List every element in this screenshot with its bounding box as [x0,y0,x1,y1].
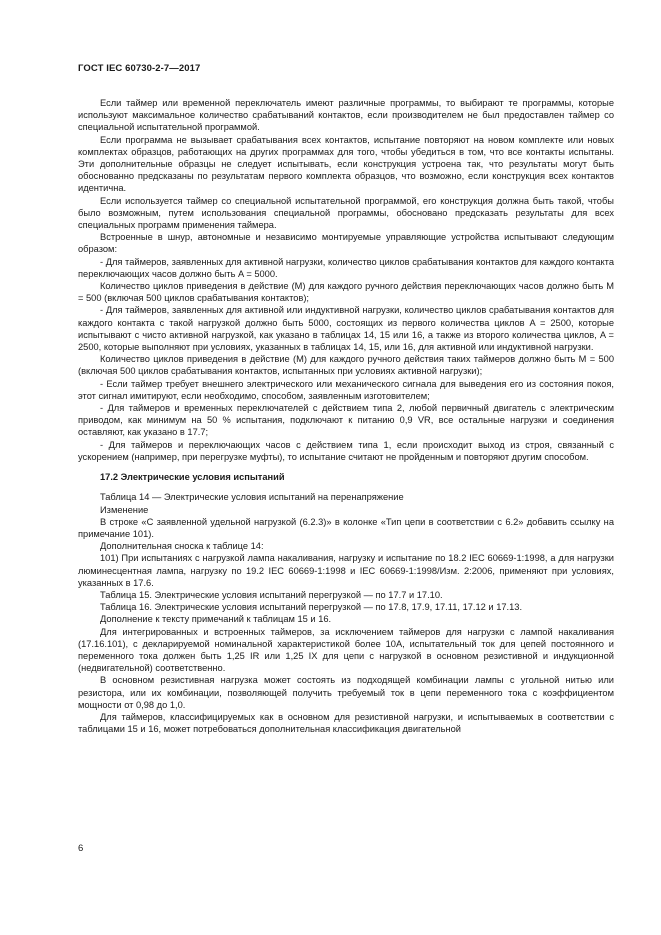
paragraph: - Для таймеров и переключающих часов с действием типа 1, если происходит выход из строя, связанный с ускорением (например, при перегрузке муфты), то испытание считают не пройденным и повторяют другим способом. [78,439,614,462]
paragraph: Дополнение к тексту примечаний к таблицам 15 и 16. [100,614,332,625]
section-heading: 17.2 Электрические условия испытаний [100,472,285,483]
paragraph: Количество циклов приведения в действие (M) для каждого ручного действия переключающих часов должно быть M = 500 (включая 500 циклов срабатывания контактов); [78,281,614,304]
paragraph: В основном резистивная нагрузка может состоять из подходящей комбинации лампы с угольной нитью или резистора, или их комбинации, позволяющей получить требуемый ток в цепи переменного тока с коэффициентом мощности от 0,98 до 1,0. [78,675,614,710]
paragraph: Таблица 14 — Электрические условия испытаний на перенапряжение [100,492,404,503]
paragraph: Встроенные в шнур, автономные и независимо монтируемые управляющие устройства испытывают следующим образом: [78,232,614,255]
paragraph: - Если таймер требует внешнего электрического или механического сигнала для выведения его из состояния покоя, этот сигнал имитируют, если необходимо, способом, заявленным изготовителем; [78,378,614,401]
page-number: 6 [78,843,84,854]
paragraph: Если используется таймер со специальной испытательной программой, его конструкция должна быть такой, чтобы было возможным, путем использования специальной программы, обосновано предсказать результаты для всех специальных программ применения таймера. [78,195,614,231]
paragraph: - Для таймеров, заявленных для активной нагрузки, количество циклов срабатывания контактов для каждого контакта переключающих часов должно быть A = 5000. [78,256,614,279]
paragraph: В строке «С заявленной удельной нагрузкой (6.2.3)» в колонке «Тип цепи в соответствии с 6.2» добавить ссылку на примечание 101). [78,516,614,539]
paragraph: Таблица 15. Электрические условия испытаний перегрузкой — по 17.7 и 17.10. [100,589,443,600]
paragraph: Таблица 16. Электрические условия испытаний перегрузкой — по 17.8, 17.9, 17.11, 17.12 и 17.13. [100,602,523,613]
document-header: ГОСТ IEC 60730-2-7—2017 [78,63,201,74]
paragraph: Для таймеров, классифицируемых как в основном для резистивной нагрузки, и испытываемых в соответствии с таблицами 15 и 16, может потребоваться дополнительная классификация двигательной [78,711,614,735]
paragraph: Для интегрированных и встроенных таймеров, за исключением таймеров для нагрузки с лампой накаливания (17.16.101), с декларируемой номинальной характеристикой более 10А, испытательный ток для цепей постоянного и переменного тока должен быть 1,25 IR или 1,25 IX для цепи с нагрузкой в основном резистивной и индукционной (недвигательной) соответственно. [78,626,614,674]
paragraph: - Для таймеров, заявленных для активной или индуктивной нагрузки, количество циклов срабатывания контактов для каждого контакта с такой нагрузкой должно быть 5000, состоящих из первого количества циклов A = 2500, которые испытывают с чисто активной нагрузкой, как указано в таблицах 14, 15 или 16, а также из второго количества циклов, A = 2500, которые выполняют при условиях, указанных в таблицах 14, 15, или 16, для активной или индуктивной нагрузки. [78,305,614,353]
footnote: 101) При испытаниях с нагрузкой лампа накаливания, нагрузку и испытание по 18.2 IEC 60669-1:1998, а для нагрузки люминесцентная лампа, нагрузку по 19.2 IEC 60669-1:1998 и IEC 60669-1:1998/Изм. 2:2006, применяют при условиях, указанных в 17.6. [78,553,614,588]
paragraph: Если программа не вызывает срабатывания всех контактов, испытание повторяют на новом комплекте или новых комплектах образцов, работающих на других программах для того, чтобы убедиться в том, что все контакты испытаны. Эти дополнительные образцы не следует испытывать, если конструкция устроена так, что результаты могут быть обоснованно предсказаны по результатам первого комплекта образцов, что возможно, если конструкция всех контактов идентична. [78,134,614,194]
paragraph: Количество циклов приведения в действие (M) для каждого ручного действия таких таймеров должно быть M = 500 (включая 500 циклов срабатывания контактов, испытанных при условиях активной нагрузки); [78,354,614,377]
document-body [78,97,614,735]
paragraph: - Для таймеров и временных переключателей с действием типа 2, любой первичный двигатель с электрическим приводом, как минимум на 50 % испытания, подключают к питанию 0,9 VR, все остальные нагрузки и соединения оставляют, как указано в 17.7; [78,403,614,438]
paragraph: Изменение [100,504,149,515]
paragraph: Дополнительная сноска к таблице 14: [100,541,264,552]
paragraph: Если таймер или временной переключатель имеют различные программы, то выбирают те программы, которые используют максимальное количество срабатываний контактов, если производителем не был предоставлен таймер со специальной испытательной программой. [78,98,614,133]
